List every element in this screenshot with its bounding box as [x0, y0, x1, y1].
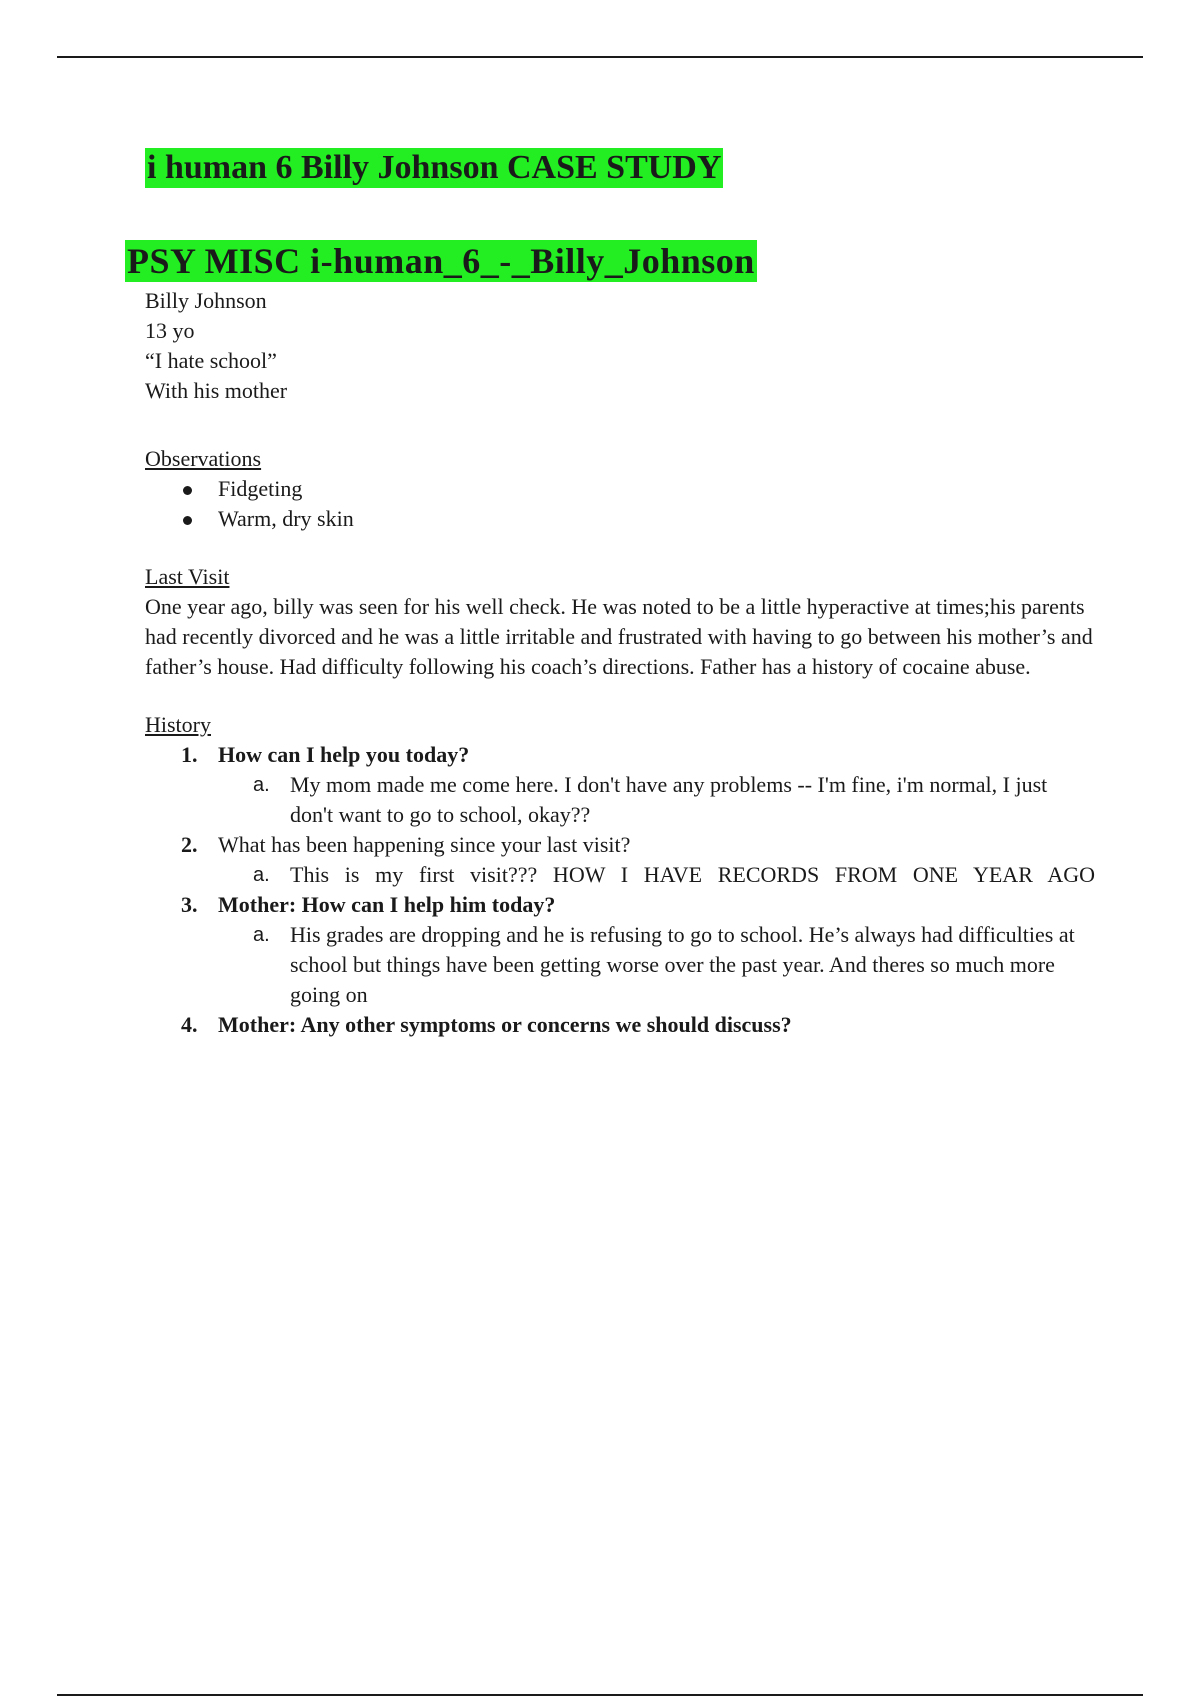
accompanied-by: With his mother	[145, 378, 288, 403]
bottom-rule	[57, 1694, 1143, 1696]
history-question: How can I help you today?	[218, 742, 470, 767]
history-item-4	[145, 1010, 1105, 1040]
history-answer-3: a. His grades are dropping and he is refusing to go to school. He’s always had difficulties at school but things have been getting worse over the past year. And theres so much more going on	[253, 922, 1075, 1007]
last-visit-heading: Last Visit	[145, 564, 230, 589]
item-number: 2.	[181, 832, 198, 857]
history-question: What has been happening since your last visit?	[218, 832, 631, 857]
observations-heading: Observations	[145, 446, 262, 471]
document-title: i human 6 Billy Johnson CASE STUDY	[147, 149, 722, 186]
history-answer-1: a. My mom made me come here. I don't have any problems -- I'm fine, i'm normal, I just don't want to go to school, okay??	[253, 772, 1048, 827]
item-letter: a.	[253, 864, 270, 886]
list-item: Warm, dry skin	[145, 504, 1105, 534]
document-subtitle: PSY MISC i-human_6_-_Billy_Johnson	[127, 241, 755, 281]
bullet-icon	[183, 486, 192, 495]
history-item-2	[145, 830, 1105, 860]
history-question: Mother: How can I help him today?	[218, 892, 556, 917]
history-answer-2: a. This is my first visit??? HOW I HAVE RECORDS FROM ONE YEAR AGO	[145, 860, 1105, 890]
item-number: 1.	[181, 742, 198, 767]
list-item: Fidgeting	[145, 474, 1105, 504]
history-item-1	[145, 740, 1105, 770]
bullet-icon	[183, 516, 192, 525]
top-rule	[57, 56, 1143, 58]
observations-list	[145, 474, 1105, 534]
history-item-3	[145, 890, 1105, 920]
history-heading: History	[145, 712, 211, 737]
chief-complaint: “I hate school”	[145, 348, 277, 373]
patient-name: Billy Johnson	[145, 288, 267, 313]
item-letter: a.	[253, 774, 270, 796]
item-number: 3.	[181, 892, 198, 917]
document-body	[145, 286, 1105, 1040]
history-question: Mother: Any other symptoms or concerns we should discuss?	[218, 1012, 792, 1037]
item-number: 4.	[181, 1012, 198, 1037]
patient-age: 13 yo	[145, 318, 195, 343]
last-visit-text: One year ago, billy was seen for his well check. He was noted to be a little hyperactive at times;his parents had recently divorced and he was a little irritable and frustrated with having to go between his mother’s and father’s house. Had difficulty following his coach’s directions. Father has a history of cocaine abuse.	[145, 594, 1093, 679]
item-letter: a.	[253, 924, 270, 946]
